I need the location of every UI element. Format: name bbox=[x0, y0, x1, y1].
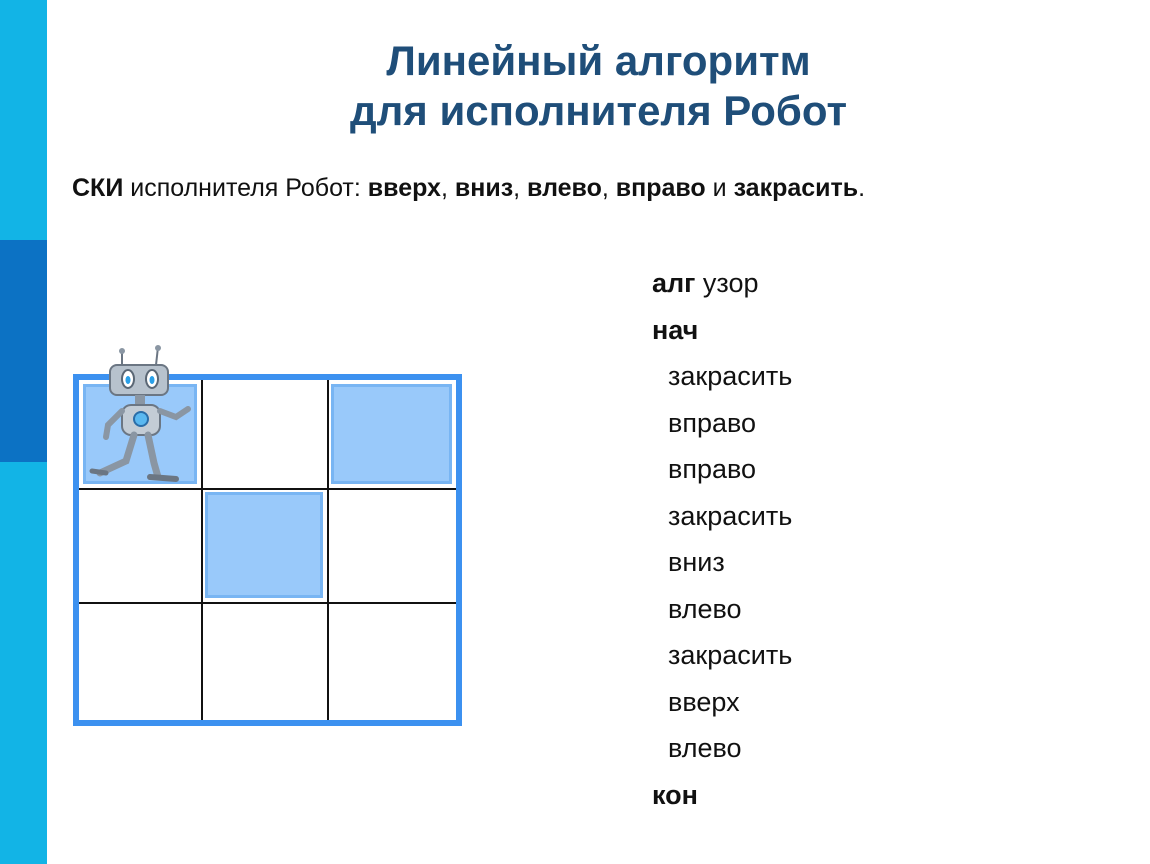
title-line-1: Линейный алгоритм bbox=[386, 37, 811, 84]
painted-cell bbox=[331, 384, 452, 484]
command-line: закрасить bbox=[668, 361, 793, 391]
grid-line bbox=[79, 602, 456, 604]
alg-header bbox=[652, 260, 792, 307]
slide-title bbox=[47, 36, 1150, 136]
command-line: закрасить bbox=[668, 500, 793, 531]
side-bar-accent bbox=[0, 240, 47, 462]
cmd-right: вправо bbox=[615, 174, 706, 202]
ski-sep: , bbox=[601, 174, 616, 202]
cmd-down: вниз bbox=[454, 174, 514, 202]
cmd-paint: закрасить bbox=[733, 174, 859, 202]
algorithm-listing bbox=[652, 260, 792, 818]
alg-name: узор bbox=[695, 268, 759, 298]
command-line: вправо bbox=[668, 454, 757, 484]
painted-cell bbox=[205, 492, 323, 598]
command-line: закрасить bbox=[668, 640, 793, 670]
ski-end: . bbox=[858, 174, 866, 202]
ski-abbr: СКИ bbox=[72, 174, 124, 202]
grid-line bbox=[327, 380, 329, 720]
ski-sep: , bbox=[440, 174, 455, 202]
alg-keyword: алг bbox=[652, 268, 696, 298]
ski-description bbox=[72, 168, 865, 208]
command-line: вправо bbox=[668, 407, 757, 438]
command-list bbox=[652, 353, 792, 772]
alg-end bbox=[652, 772, 792, 819]
end-keyword: кон bbox=[652, 779, 698, 810]
alg-begin bbox=[652, 307, 792, 354]
cmd-left: влево bbox=[527, 174, 602, 202]
ski-text: исполнителя Робот: bbox=[123, 174, 368, 202]
title-line-2: для исполнителя Робот bbox=[349, 87, 848, 134]
robot-icon bbox=[78, 345, 208, 495]
cmd-up: вверх bbox=[367, 174, 441, 202]
ski-conj: и bbox=[705, 174, 734, 202]
ski-sep: , bbox=[513, 174, 528, 202]
command-line: вверх bbox=[668, 686, 740, 717]
command-line: вниз bbox=[668, 547, 725, 577]
command-line: влево bbox=[668, 733, 742, 763]
command-line: влево bbox=[668, 593, 742, 624]
begin-keyword: нач bbox=[652, 314, 699, 345]
